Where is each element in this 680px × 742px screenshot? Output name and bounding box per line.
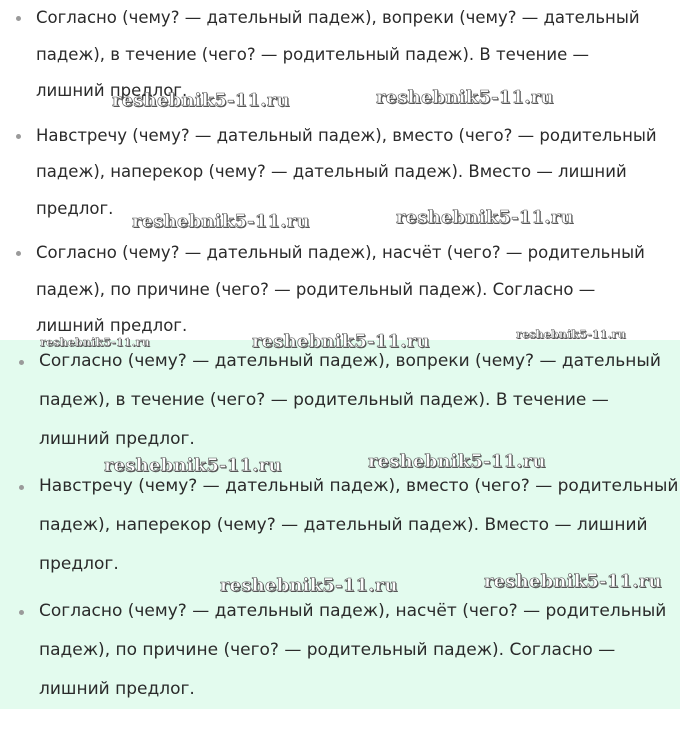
bullet-icon bbox=[19, 360, 24, 365]
list-item-text: Навстречу (чему? — дательный падеж), вместо (чего? — родительный падеж), наперекор (чему? — дательный падеж). Вместо — лишний предлог. bbox=[39, 476, 679, 574]
bullet-icon bbox=[19, 610, 24, 615]
list-item-text: Согласно (чему? — дательный падеж), вопреки (чему? — дательный падеж), в течение (чего? — родительный падеж). В течение — лишний предлог. bbox=[39, 351, 661, 449]
answer-block-highlighted bbox=[0, 340, 680, 709]
watermark: reshebnik5-11.ru bbox=[376, 87, 554, 108]
watermark: reshebnik5-11.ru bbox=[112, 90, 290, 111]
watermark: reshebnik5-11.ru bbox=[484, 571, 662, 592]
list-item bbox=[0, 342, 680, 459]
list-item bbox=[0, 0, 680, 110]
bullet-icon bbox=[19, 485, 24, 490]
bullet-icon bbox=[16, 134, 21, 139]
bullet-icon bbox=[16, 16, 21, 21]
watermark: reshebnik5-11.ru bbox=[396, 207, 574, 228]
watermark: reshebnik5-11.ru bbox=[516, 328, 626, 341]
watermark: reshebnik5-11.ru bbox=[132, 211, 310, 232]
list-item bbox=[0, 467, 680, 584]
watermark: reshebnik5-11.ru bbox=[220, 575, 398, 596]
answer-list bbox=[0, 0, 680, 345]
list-item-text: Согласно (чему? — дательный падеж), вопреки (чему? — дательный падеж), в течение (чего? — родительный падеж). В течение — лишний предлог. bbox=[36, 8, 640, 100]
list-item-text: Согласно (чему? — дательный падеж), насчёт (чего? — родительный падеж), по причине (чего? — родительный падеж). Согласно — лишний предлог. bbox=[36, 243, 645, 335]
list-item bbox=[0, 118, 680, 228]
watermark: reshebnik5-11.ru bbox=[40, 336, 150, 349]
answer-list bbox=[0, 340, 680, 709]
watermark: reshebnik5-11.ru bbox=[252, 331, 430, 352]
list-item-text: Согласно (чему? — дательный падеж), насчёт (чего? — родительный падеж), по причине (чего? — родительный падеж). Согласно — лишний предлог. bbox=[39, 601, 667, 699]
watermark: reshebnik5-11.ru bbox=[368, 451, 546, 472]
bullet-icon bbox=[16, 251, 21, 256]
list-item-text: Навстречу (чему? — дательный падеж), вместо (чего? — родительный падеж), наперекор (чему? — дательный падеж). Вместо — лишний предлог. bbox=[36, 125, 657, 218]
answer-block-plain bbox=[0, 0, 680, 340]
watermark: reshebnik5-11.ru bbox=[104, 455, 282, 476]
list-item bbox=[0, 592, 680, 709]
